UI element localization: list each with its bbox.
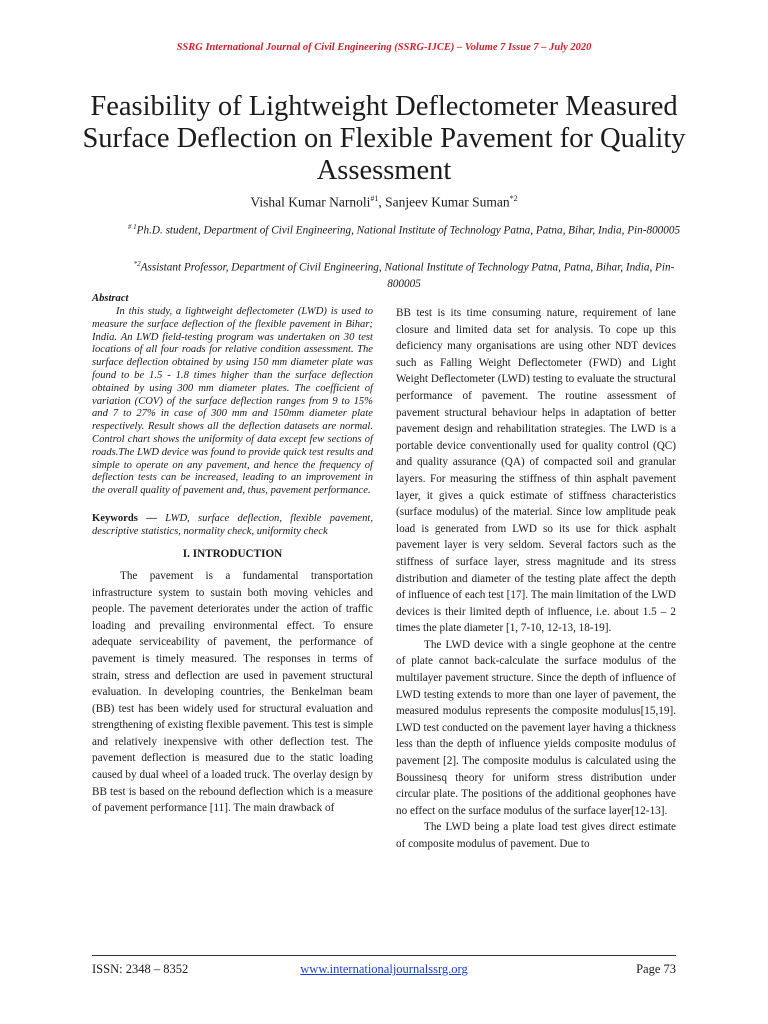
right-column xyxy=(396,305,676,853)
right-paragraph-2: The LWD device with a single geophone at the centre of plate cannot back-calculate the surface modulus of the multilayer pavement structure. Since the depth of influence of LWD testing extends to more than one layer of pavement, the measured modulus represents the composite modulus[15,19]. LWD test conducted on the pavement layer having a thickness less than the depth of influence yields composite modulus of pavement [2]. The composite modulus is calculated using the Boussinesq theory for uniform stress distribution under circular plate. The positions of the additional geophones have no effect on the surface modulus of the surface layer[12-13]. xyxy=(396,638,676,817)
affiliation-1 xyxy=(120,219,688,239)
author-1-name: Vishal Kumar Narnoli xyxy=(250,194,371,210)
affiliation-1-mark: # 1 xyxy=(127,223,137,231)
affiliation-2-text: Assistant Professor, Department of Civil Engineering, National Institute of Technology Patna, Patna, Bihar, India, Pin-800005 xyxy=(140,261,675,291)
abstract-text: In this study, a lightweight deflectometer (LWD) is used to measure the surface deflection of the flexible pavement in Bihar; India. An LWD field-testing program was undertaken on 30 test locations of all four roads for relative condition assessment. The surface deflection obtained by using 150 mm diameter plate was found to be 1.5 - 1.8 times higher than the surface deflection obtained by using 300 mm diameter plates. The coefficient of variation (COV) of the surface deflection ranges from 9 to 15% and 7 to 27% in case of 300 mm and 150mm diameter plate respectively. Result shows all the deflection datasets are normal. Control chart shows the uniformity of data except few sections of roads.The LWD device was found to provide quick test results and simple to operate on any pavement, and hence the frequency of deflection tests can be increased, leading to an improvement in the overall quality of pavement and, thus, pavement performance. xyxy=(92,306,373,497)
author-1-mark: #1 xyxy=(370,194,379,203)
footer-divider xyxy=(92,955,676,956)
affiliation-1-text: Ph.D. student, Department of Civil Engineering, National Institute of Technology Patna, Patna, Bihar, India, Pin-800005 xyxy=(136,224,681,237)
keywords-text: LWD, surface deflection, flexible pavement, descriptive statistics, normality check, uniformity check xyxy=(92,512,373,538)
author-line xyxy=(0,194,768,211)
footer-journal-link[interactable]: www.internationaljournalssrg.org xyxy=(300,962,468,976)
journal-header: SSRG International Journal of Civil Engineering (SSRG-IJCE) – Volume 7 Issue 7 – July 2020 xyxy=(176,42,592,53)
left-column xyxy=(92,292,373,817)
footer-page-number: Page 73 xyxy=(636,962,676,976)
author-separator: , xyxy=(378,194,386,210)
keywords-label: Keywords — xyxy=(92,512,157,524)
right-paragraph-3: The LWD being a plate load test gives direct estimate of composite modulus of pavement. Due to xyxy=(396,821,676,850)
right-paragraph-1: BB test is its time consuming nature, requirement of lane closure and limited data set for analysis. To cope up this deficiency many organisations are using other NDT devices such as Falling Weight Deflectometer (FWD) and Light Weight Deflectometer (LWD) testing to evaluate the structural performance of pavement. The routine assessment of pavement structural behaviour helps in adaptation of better pavement design and rehabilitation strategies. The LWD is a portable device conventionally used for quality control (QC) and quality assurance (QA) of compacted soil and granular layers. For measuring the stiffness of thin asphalt pavement layer, it gives a quick estimate of stiffness characteristics (surface modulus) of the material. Since low amplitude peak load is generated from LWD so its use for thick asphalt pavement layer is very seldom. Several factors such as the stiffness of surface layer, stress magnitude and its stress distribution and diameter of the testing plate affect the depth of influence of each test [17]. The main limitation of the LWD devices is their limited depth of influence, i.e. about 1.5 – 2 times the plate diameter [1, 7-10, 12-13, 18-19]. xyxy=(396,307,676,635)
abstract-label: Abstract xyxy=(92,293,129,304)
affiliation-2-mark: *2 xyxy=(133,260,141,268)
author-2-mark: *2 xyxy=(509,194,518,203)
paper-title: Feasibility of Lightweight Deflectometer Measured Surface Deflection on Flexible Pavement for Quality Assessment xyxy=(82,91,686,186)
intro-paragraph-1: The pavement is a fundamental transportation infrastructure system to sustain both moving vehicles and people. The pavement deteriorates under the action of traffic loading and prevailing environmental effect. To ensure adequate serviceability of pavement, the performance of pavement is timely measured. The responses in terms of strain, stress and deflection are used in pavement structural evaluation. In developing countries, the Benkelman beam (BB) test has been widely used for structural evaluation and strengthening of existing flexible pavement. This test is simple and relatively inexpensive with other deflection test. The pavement deflection is measured due to the static loading caused by dual wheel of a loaded truck. The overlay design by BB test is based on the rebound deflection which is a measure of pavement performance [11]. The main drawback of xyxy=(92,569,373,815)
page-footer xyxy=(92,962,676,980)
author-2-name: Sanjeev Kumar Suman xyxy=(385,194,510,210)
affiliation-2 xyxy=(120,256,688,293)
keywords xyxy=(92,512,373,538)
footer-issn: ISSN: 2348 – 8352 xyxy=(92,962,189,976)
section-heading-introduction: I. INTRODUCTION xyxy=(182,548,283,561)
